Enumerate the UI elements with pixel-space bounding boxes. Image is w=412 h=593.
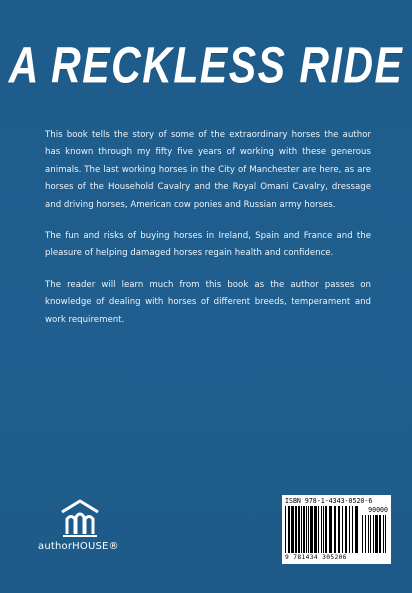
barcode-bar [362,515,363,553]
barcode-bar [306,506,307,553]
publisher-name: authorHOUSE® [38,541,119,552]
book-title: A RECKLESS RIDE [8,36,404,94]
barcode-bar [379,515,381,553]
blurb-paragraph-1: This book tells the story of some of the extraordinary horses the author has known through my fifty five years of working with these generous animals. The last working horses in the City of Manchester are here, as are horses of the Household Cavalry and the Royal Omani Cavalry, dressage and driving horses, American cow ponies and Russian army horses. [45,130,371,210]
barcode-bar [370,515,371,553]
barcode-bar [342,506,343,553]
barcode-bar [355,506,358,553]
barcode-bar [303,506,305,553]
barcode-bar [298,506,300,553]
barcode-bar [385,515,386,553]
barcode-bar [368,515,369,553]
isbn-barcode [282,495,391,564]
publisher-logo [38,498,128,558]
barcode-bar [325,506,327,553]
barcode-bar [373,515,374,553]
barcode-bar [338,506,340,553]
barcode-bar [301,506,302,553]
barcode-bar [334,506,336,553]
addon-barcode [362,515,388,553]
barcode-bar [323,506,324,553]
barcode-bar [308,506,309,553]
barcode-bar [345,506,347,553]
barcode-bar [365,515,366,553]
barcode-bar [291,506,294,553]
barcode-bar [288,506,290,553]
price-code: 90000 [368,506,388,514]
barcode-bar [375,515,378,553]
barcode-bar [285,506,286,553]
barcode-bar [314,506,317,553]
barcode-bar [318,506,319,553]
barcode-bar [329,506,332,553]
authorhouse-logo-icon [58,498,102,538]
blurb [45,127,371,343]
isbn-label: ISBN 978-1-4343-0520-6 [285,497,373,505]
barcode-bar [310,506,313,553]
blurb-paragraph-2: The fun and risks of buying horses in Ireland, Spain and France and the pleasure of helping damaged horses regain health and confidence. [45,231,371,259]
barcode-bar [352,506,353,553]
barcode-bar [321,506,322,553]
barcode-number: 9 781434 305206 [285,554,347,561]
main-barcode [285,506,359,553]
barcode-bar [295,506,297,553]
barcode-bar [349,506,350,553]
barcode-bar [383,515,384,553]
blurb-paragraph-3: The reader will learn much from this book as the author passes on knowledge of dealing with horses of different breeds, temperament and work requirement. [45,279,371,325]
